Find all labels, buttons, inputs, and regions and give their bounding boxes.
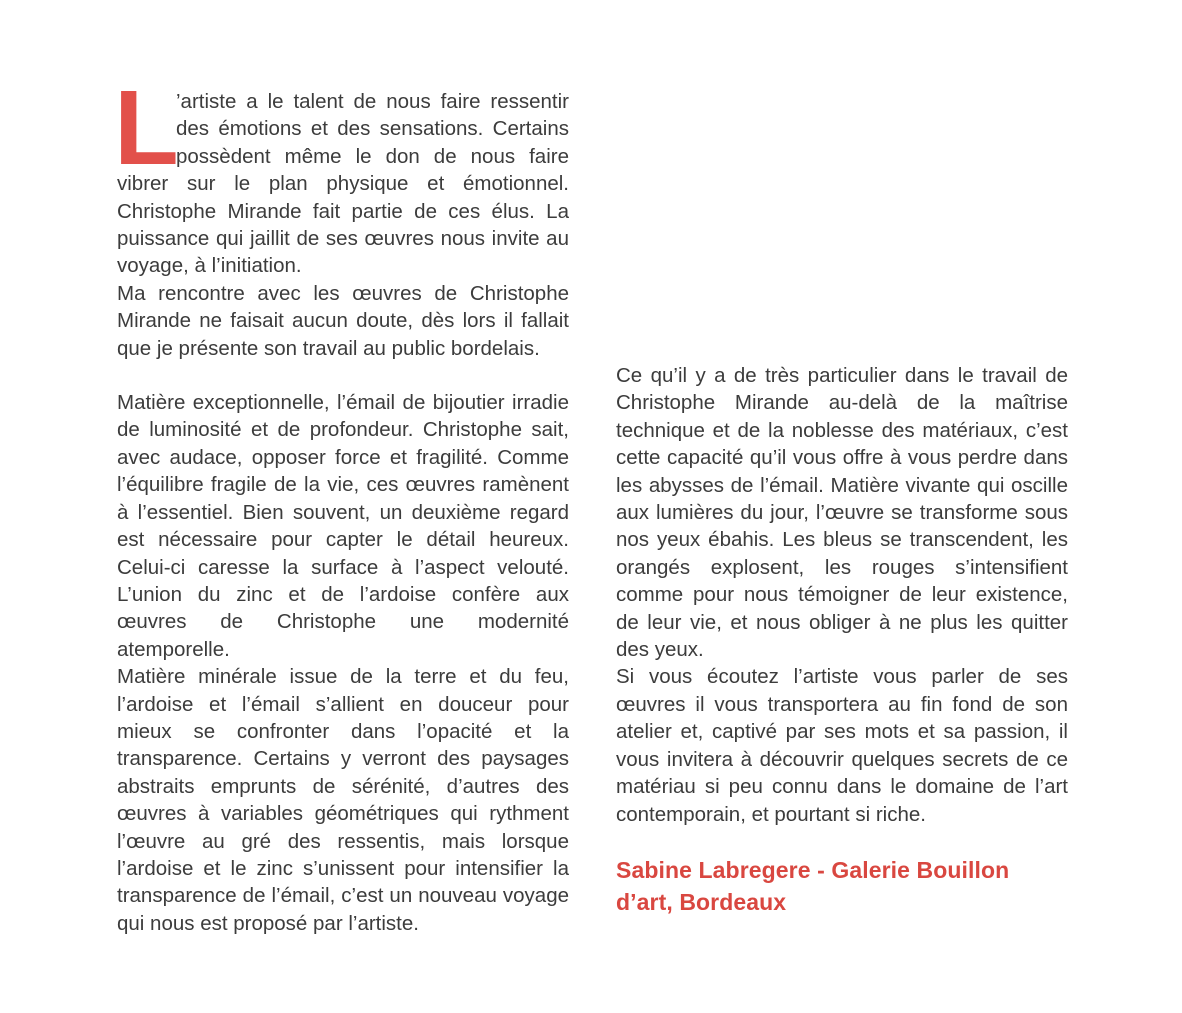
paragraph-matiere-exceptionnelle: Matière exceptionnelle, l’émail de bijoutier irradie de luminosité et de profondeur. Christophe sait, avec audace, opposer force et fragilité. Comme l’équilibre fragile de la vie, ces œuvres ramènent à l’essentiel. Bien souvent, un deuxième regard est nécessaire pour capter le détail heureux. Celui-ci caresse la surface à l’aspect velouté. L’union du zinc et de l’ardoise confère aux œuvres de Christophe une modernité atemporelle. [117, 391, 569, 661]
paragraph-intro-text: ’artiste a le talent de nous faire ressentir des émotions et des sensations. Certains possèdent même le don de nous faire vibrer sur le plan physique et émotionnel. Christophe Mirande fait partie de ces élus. La puissance qui jaillit de ses œuvres nous invite au voyage, à l’initiation. [117, 90, 569, 278]
right-text-column [616, 362, 1068, 918]
left-text-column [114, 69, 569, 937]
paragraph-ecoutez: Si vous écoutez l’artiste vous parler de ses œuvres il vous transportera au fin fond de son atelier et, captivé par ses mots et sa passion, il vous invitera à découvrir quelques secrets de ce matériau si peu connu dans le domaine de l’art contemporain, et pourtant si riche. [616, 665, 1068, 826]
author-signature: Sabine Labregere - Galerie Bouillon d’art, Bordeaux [616, 856, 1010, 915]
paragraph-rencontre: Ma rencontre avec les œuvres de Christophe Mirande ne faisait aucun doute, dès lors il fallait que je présente son travail au public bordelais. [117, 281, 569, 360]
paragraph-intro [114, 69, 569, 280]
drop-cap-letter: L [114, 69, 179, 187]
paragraph-matiere-minerale: Matière minérale issue de la terre et du feu, l’ardoise et l’émail s’allient en douceur pour mieux se confronter dans l’opacité et la transparence. Certains y verront des paysages abstraits emprunts de sérénité, d’autres des œuvres à variables géométriques qui rythment l’œuvre au gré des ressentis, mais lorsque l’ardoise et le zinc s’unissent pour intensifier la transparence de l’émail, c’est un nouveau voyage qui nous est proposé par l’artiste. [117, 665, 569, 935]
paragraph-particulier: Ce qu’il y a de très particulier dans le travail de Christophe Mirande au-delà de la maîtrise technique et de la noblesse des matériaux, c’est cette capacité qu’il vous offre à vous perdre dans les abysses de l’émail. Matière vivante qui oscille aux lumières du jour, l’œuvre se transforme sous nos yeux ébahis. Les bleus se transcendent, les orangés explosent, les rouges s’intensifient comme pour nous témoigner de leur existence, de leur vie, et nous obliger à ne plus les quitter des yeux. [616, 364, 1068, 662]
